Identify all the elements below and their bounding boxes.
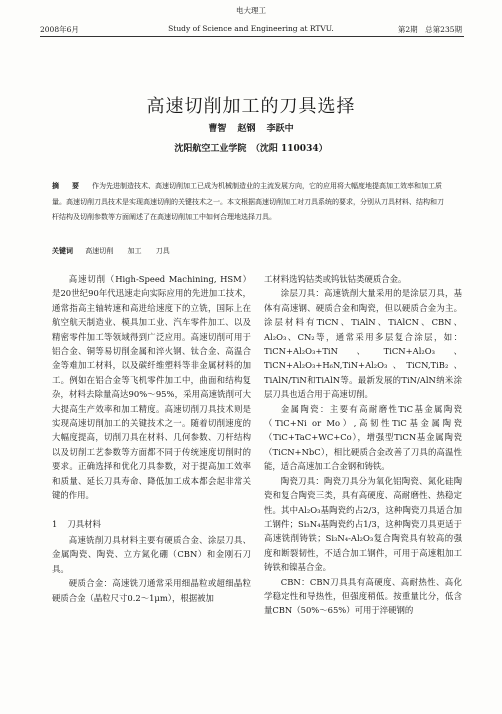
body-column-right	[264, 272, 462, 618]
body-paragraph: 高速铣削刀具材料主要有硬质合金、涂层刀具、金属陶瓷、陶瓷、立方氮化硼（CBN）和金刚石刀具。	[52, 534, 251, 574]
keyword: 高速切削	[85, 247, 114, 255]
abstract	[52, 178, 448, 226]
article-title: 高速切削加工的刀具选择	[146, 96, 356, 117]
body-paragraph: 金属陶瓷：主要有高耐磨性TiC基金属陶瓷（TiC+Ni or Mo）,高韧性TiC基金属陶瓷（TiC+TaC+WC+Co），增强型TiCN基金属陶瓷（TiCN+NbC），相比硬质合金改善了刀具的高温性能，适合高速加工合金钢和铸铁。	[264, 403, 462, 472]
section-title: 刀具材料	[67, 518, 101, 529]
header-rule	[40, 36, 464, 37]
keyword: 刀具	[155, 247, 170, 255]
issue-date: 2008年6月	[40, 25, 79, 34]
body-paragraph: 硬质合金：高速铣刀通常采用细晶粒或超细晶粒硬质合金（晶粒尺寸0.2～1μm），根据被加	[52, 578, 251, 603]
body-paragraph: 工材料选钨钴类或钨钛钴类硬质合金。	[264, 274, 407, 284]
section-heading	[52, 517, 251, 531]
section-number: 1	[52, 518, 58, 529]
issue-number: 第2期 总第235期	[397, 25, 462, 34]
abstract-label: 摘 要	[52, 181, 82, 190]
journal-name-en: Study of Science and Engineering at RTVU.	[168, 24, 334, 33]
body-paragraph: 高速切削（High-Speed Machining, HSM）是20世纪90年代迅速走向实际应用的先进加工技术，通常指高主轴转速和高进给速度下的立铣，国际上在航空航天制造业、模具加工业、汽车零件加工、以及精密零件加工等领域得到广泛应用。高速切削可用于铝合金、铜等易切削金属和淬火钢、钛合金、高温合金等难加工材料，以及碳纤维塑料等非金属材料的加工。例如在铝合金等飞机零件加工中，曲面和结构复杂，材料去除量高达90%～95%，采用高速铣削可大大提高生产效率和加工精度。高速切削刀具技术则是实现高速切削加工的关键技术之一。随着切削速度的大幅度提高，切削刀具在材料、几何参数、刀杆结构以及切削工艺参数等方面都不同于传统速度切削时的要求。正确选择和优化刀具参数，对于提高加工效率和质量、延长刀具寿命、降低加工成本都会起非常关键的作用。	[52, 274, 251, 501]
keyword: 加工	[127, 247, 142, 255]
body-paragraph: 陶瓷刀具：陶瓷刀具分为氧化铝陶瓷、氮化硅陶瓷和复合陶瓷三类，具有高硬度、高耐磨性、热稳定性。其中Al₂O₃基陶瓷约占2/3，这种陶瓷刀具适合加工钢件；Si₃N₄基陶瓷约占1/3，这种陶瓷刀具更适于高速铣削铸铁；Si₃N₄-Al₂O₃复合陶瓷具有较高的强度和断裂韧性，不适合加工钢件，可用于高速粗加工铸铁和镍基合金。	[264, 475, 462, 573]
abstract-text: 作为先进制造技术、高速切削加工已成为机械制造业的主流发展方向，它的应用将大幅度地提高加工效率和加工质量。高速切削刀具技术是实现高速切削的关键技术之一。本文根据高速切削加工对刀具系统的要求，分别从刀具材料、结构和刀杆结构及切削参数等方面阐述了在高速切削加工中如何合理地选择刀具。	[52, 182, 444, 221]
journal-name-cn: 电大理工	[236, 6, 266, 15]
body-paragraph: 涂层刀具：高速铣削大量采用的是涂层刀具，基体有高速钢、硬质合金和陶瓷，但以硬质合金为主。涂层材料有TiCN、TiAlN、TiAlCN、CBN、Al₂O₃、CN₂等，通常采用多层复合涂层，如：TiCN+Al₂O₃+TiN、TiCN+Al₂O₃、TiCN+Al₂O₃+H₆N,TiN+Al₂O₃、TiCN,TiB₂、TiAlN/TiN和TiAlN等。最新发展的TiN/AlN纳米涂层刀具也适合用于高速切削。	[264, 288, 462, 400]
keywords	[52, 246, 448, 256]
body-paragraph: CBN：CBN刀具具有高硬度、高耐热性、高化学稳定性和导热性，但强度稍低。按重量比分，低含量CBN（50%～65%）可用于淬硬钢的	[264, 576, 462, 616]
author-name: 赵钢	[237, 124, 256, 134]
author-name: 李跃中	[266, 124, 294, 134]
keywords-label: 关键词	[52, 246, 73, 255]
author-affiliation: 沈阳航空工业学院 （沈阳 110034）	[174, 144, 328, 154]
author-name: 曹智	[208, 124, 227, 134]
body-column-left	[52, 272, 251, 605]
author-list	[0, 121, 502, 134]
